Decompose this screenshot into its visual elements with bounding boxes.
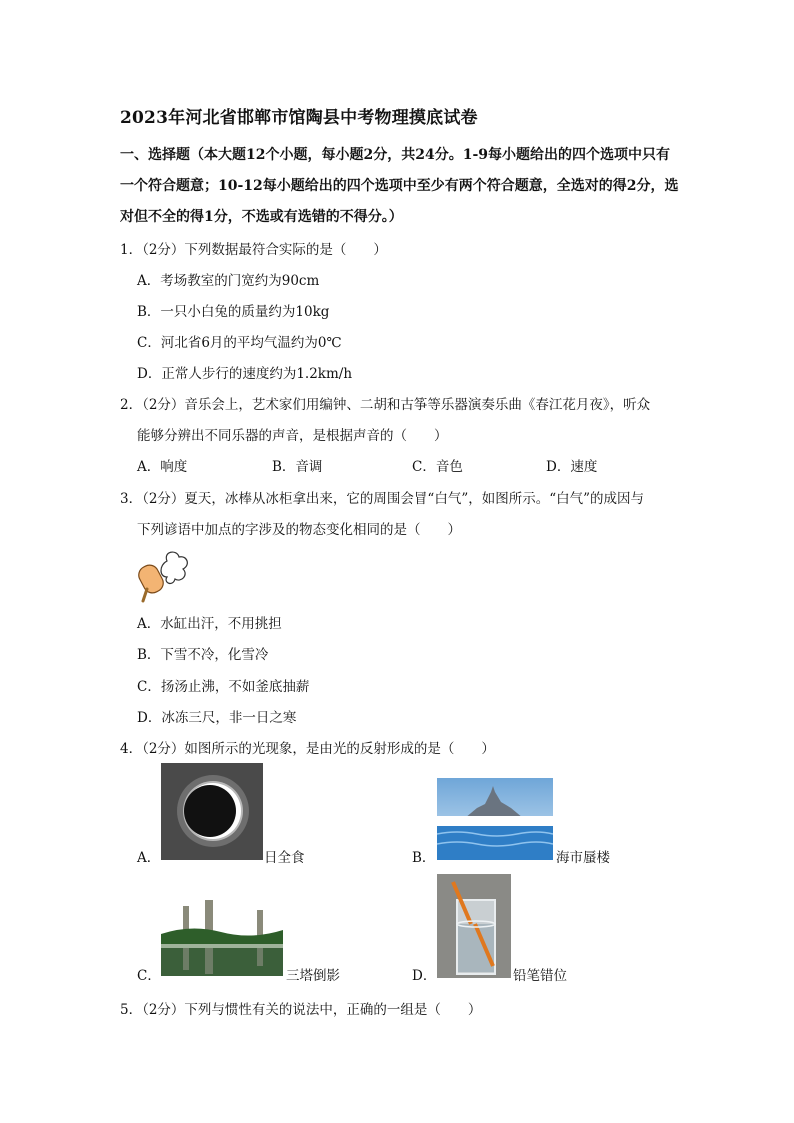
question-4-stem: 4．（2分）如图所示的光现象，是由光的反射形成的是（ ）: [120, 741, 495, 757]
question-1-stem: 1．（2分）下列数据最符合实际的是（ ）: [120, 242, 387, 258]
popsicle-figure: [137, 547, 193, 603]
question-3-option-b: B．下雪不冷，化雪冷: [137, 647, 269, 663]
solar-eclipse-image: [161, 763, 263, 860]
question-3-option-a: A．水缸出汗，不用挑担: [137, 616, 282, 632]
question-4-option-a-caption: 日全食: [264, 850, 305, 866]
question-3-stem-line2: 下列谚语中加点的字涉及的物态变化相同的是（ ）: [137, 522, 461, 538]
question-3-option-d: D．冰冻三尺，非一日之寒: [137, 710, 297, 726]
section-heading: 一、选择题（本大题12个小题，每小题2分，共24分。1-9每小题给出的四个选项中只有一个符合题意；10-12每小题给出的四个选项中至少有两个符合题意，全选对的得2分，选对但不全的得1分，不选或有选错的不得分。）: [120, 147, 679, 225]
question-4-option-b-letter: B．: [412, 850, 436, 866]
question-4-option-d-letter: D．: [412, 968, 437, 984]
question-3-stem-line1: 3．（2分）夏天，冰棒从冰柜拿出来，它的周围会冒“白气”，如图所示。“白气”的成因与: [120, 491, 645, 507]
question-2-option-b: B．音调: [272, 459, 323, 475]
pagoda-reflection-image: [161, 898, 283, 976]
question-3-option-c: C．扬汤止沸，不如釜底抽薪: [137, 679, 310, 695]
question-1-option-d: D．正常人步行的速度约为1.2km/h: [137, 366, 353, 382]
question-4-option-d-caption: 铅笔错位: [513, 968, 567, 984]
question-2-option-a: A．响度: [137, 459, 188, 475]
question-4-option-c-caption: 三塔倒影: [286, 968, 340, 984]
question-2-option-d: D．速度: [546, 459, 598, 475]
pencil-in-water-image: [437, 874, 511, 978]
question-2-option-c: C．音色: [412, 459, 463, 475]
question-2-stem-line2: 能够分辨出不同乐器的声音，是根据声音的（ ）: [137, 428, 448, 444]
page-title: 2023年河北省邯郸市馆陶县中考物理摸底试卷: [120, 108, 478, 128]
mirage-image: [437, 778, 553, 860]
question-1-option-a: A．考场教室的门宽约为90cm: [137, 273, 320, 289]
question-5-stem: 5．（2分）下列与惯性有关的说法中，正确的一组是（ ）: [120, 1002, 482, 1018]
question-2-stem-line1: 2．（2分）音乐会上，艺术家们用编钟、二胡和古筝等乐器演奏乐曲《春江花月夜》，听众: [120, 397, 651, 413]
question-4-option-c-letter: C．: [137, 968, 161, 984]
question-4-option-a-letter: A．: [137, 850, 161, 866]
question-4-option-b-caption: 海市蜃楼: [556, 850, 610, 866]
question-1-option-c: C．河北省6月的平均气温约为0℃: [137, 335, 342, 351]
question-1-option-b: B．一只小白兔的质量约为10kg: [137, 304, 330, 320]
